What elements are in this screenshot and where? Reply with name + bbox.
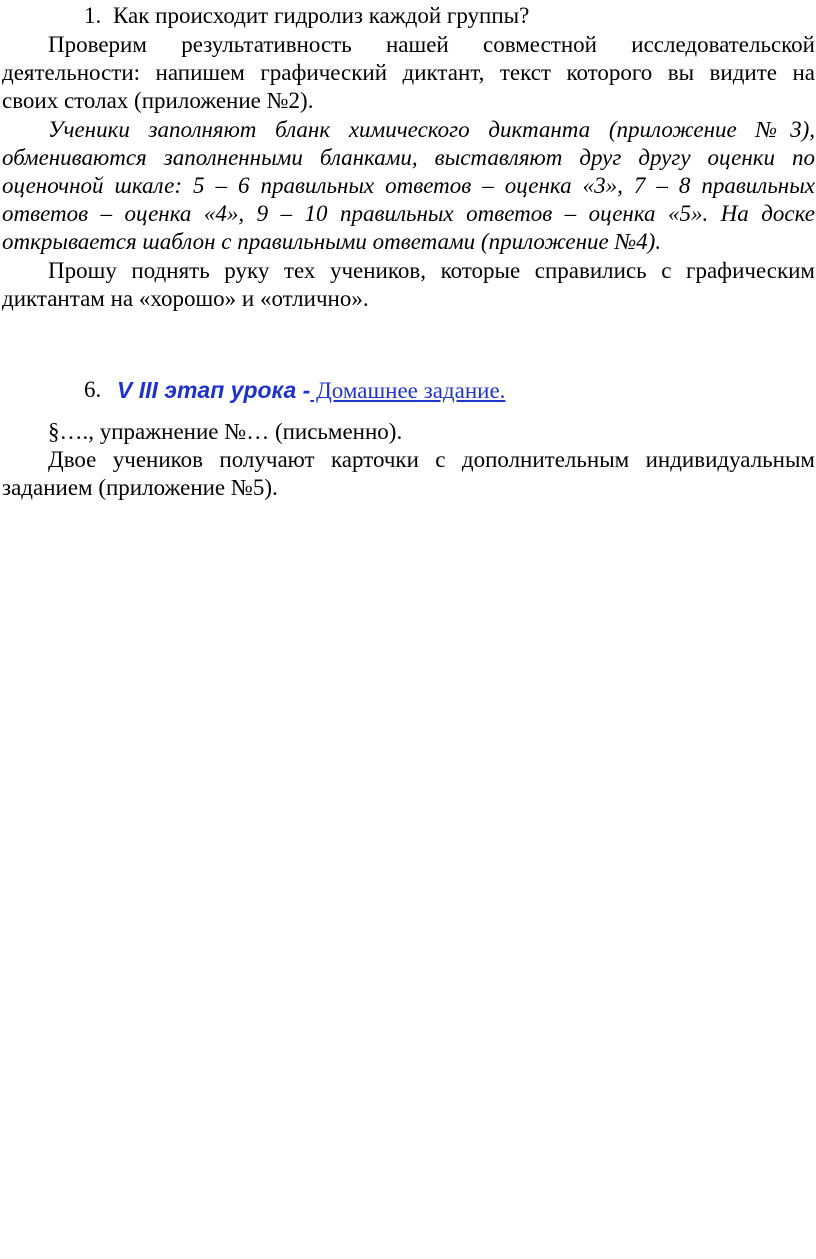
stage-label: V III этап урока -	[117, 377, 311, 403]
paragraph-line: заданием (приложение №5).	[2, 475, 278, 500]
paragraph-line: ответов – оценка «4», 9 – 10 правильных ответов – оценка «5». На доске	[2, 201, 815, 226]
list-number: 6.	[84, 377, 102, 402]
homework-link[interactable]: Домашнее задание.	[310, 378, 506, 403]
homework-line: §…., упражнение №… (письменно).	[48, 419, 403, 444]
list-item-6	[0, 376, 816, 404]
paragraph-line: Проверим результативность нашей совместной исследовательской	[48, 32, 815, 57]
list-item-text: Как происходит гидролиз каждой группы?	[113, 3, 530, 28]
paragraph-line: оценочной шкале: 5 – 6 правильных ответов – оценка «3», 7 – 8 правильных	[2, 173, 815, 198]
paragraph-line: Двое учеников получают карточки с дополнительным индивидуальным	[48, 447, 815, 472]
list-item-1	[0, 2, 816, 30]
stage-heading	[117, 376, 505, 405]
paragraph-line: диктантам на «хорошо» и «отлично».	[2, 286, 369, 311]
paragraph-line: обмениваются заполненными бланками, выставляют друг другу оценки по	[2, 145, 815, 170]
list-number: 1.	[84, 3, 102, 28]
paragraph-line: своих столах (приложение №2).	[2, 88, 314, 113]
paragraph-line: открывается шаблон с правильными ответами (приложение №4).	[2, 229, 662, 254]
paragraph-line: деятельности: напишем графический диктант, текст которого вы видите на	[2, 60, 815, 85]
paragraph-line: Ученики заполняют бланк химического диктанта (приложение №3),	[48, 117, 815, 142]
paragraph-line: Прошу поднять руку тех учеников, которые справились с графическим	[48, 258, 815, 283]
